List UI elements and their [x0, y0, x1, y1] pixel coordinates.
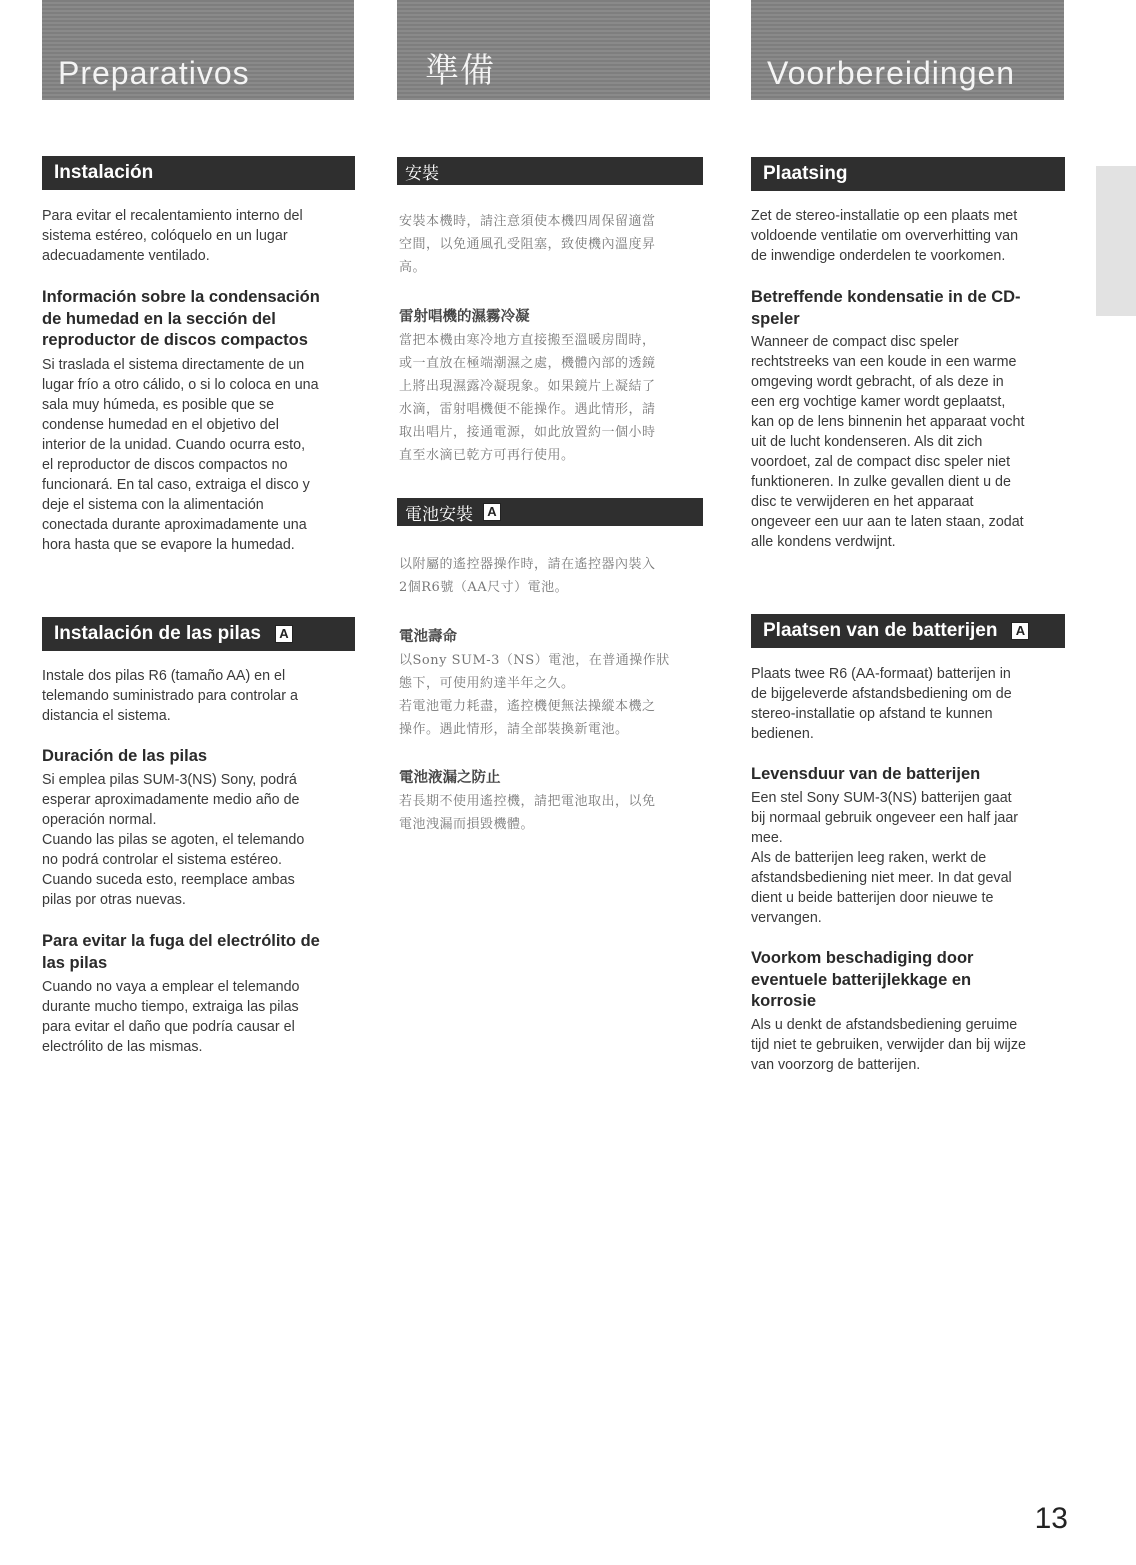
section-bar-batteries	[42, 617, 355, 651]
header-tab-spanish-label: Preparativos	[58, 55, 250, 91]
header-tab-spanish	[42, 0, 354, 100]
condensation-heading: 雷射唱機的濕霧冷凝	[399, 309, 530, 325]
page-number: 13	[1034, 1502, 1068, 1535]
battery-life-heading: 電池壽命	[399, 629, 457, 645]
figure-marker-a: A	[483, 503, 501, 521]
leak-heading: Para evitar la fuga del electrólito de las pilas	[42, 932, 320, 972]
condensation-text: Wanneer de compact disc speler rechtstreeks van een koude in een warme omgeving wordt gebracht, of als deze in een erg vochtige kamer wordt geplaatst, kan op de lens binnenin het apparaat vocht uit de lucht kondenseren. Als dit zich voordoet, zal de compact disc speler niet funktioneren. In zulke gevallen dient u de disc te verwijderen en het apparaat ongeveer een uur aan te laten staan, zodat alle kondens verdwijnt.	[751, 334, 1025, 550]
header-tab-chinese-label: 準備	[425, 51, 495, 91]
side-thumb-tab	[1096, 166, 1136, 316]
section-bar-installation	[751, 157, 1065, 191]
header-tab-chinese	[397, 0, 710, 100]
figure-marker-a: A	[275, 625, 293, 643]
leak-heading: 電池液漏之防止	[399, 770, 501, 786]
condensation-heading: Betreffende kondensatie in de CD- speler	[751, 288, 1021, 328]
figure-marker-a: A	[1011, 622, 1029, 640]
section-bar-batteries	[397, 498, 703, 526]
batteries-text: Instale dos pilas R6 (tamaño AA) en el telemando suministrado para controlar a distancia el sistema.	[42, 668, 298, 724]
section-title: Plaatsing	[763, 163, 848, 184]
section-title: Plaatsen van de batterijen	[763, 620, 998, 641]
installation-text: 安裝本機時，請注意須使本機四周保留適當 空間，以免通風孔受阻塞，致使機內溫度昇 高。	[399, 214, 656, 275]
battery-life-heading: Duración de las pilas	[42, 747, 208, 765]
leak-heading: Voorkom beschadiging door eventuele batterijlekkage en korrosie	[751, 949, 974, 1010]
section-bar-installation	[397, 157, 703, 185]
section-title: Instalación	[54, 162, 154, 183]
header-tab-dutch-label: Voorbereidingen	[767, 55, 1016, 91]
header-tab-dutch	[751, 0, 1064, 100]
section-title: Instalación de las pilas	[54, 623, 261, 644]
condensation-text: 當把本機由寒冷地方直接搬至溫暖房間時， 或一直放在極端潮濕之處，機體內部的透鏡 上將出現濕露冷凝現象。如果鏡片上凝結了 水滴，雷射唱機便不能操作。遇此情形，請 取出唱片，接通電源，如此放置約一個小時 直至水滴已乾方可再行使用。	[399, 333, 656, 463]
condensation-heading: Información sobre la condensación de humedad en la sección del reproductor de discos compactos	[42, 288, 320, 349]
leak-text: Cuando no vaya a emplear el telemando durante mucho tiempo, extraiga las pilas para evitar el daño que podría causar el electrólito de las mismas.	[42, 979, 300, 1055]
batteries-text: Plaats twee R6 (AA-formaat) batterijen in de bijgeleverde afstandsbediening om de stereo-installatie op afstand te kunnen bedienen.	[751, 666, 1012, 742]
leak-text: 若長期不使用遙控機，請把電池取出，以免 電池洩漏而損毀機體。	[399, 794, 656, 832]
battery-life-heading: Levensduur van de batterijen	[751, 765, 981, 783]
battery-life-text: 以Sony SUM-3（NS）電池，在普通操作狀 態下，可使用約達半年之久。 若電池電力耗盡，遙控機便無法操縱本機之 操作。遇此情形，請全部裝換新電池。	[399, 653, 670, 737]
section-title: 安裝	[405, 163, 439, 183]
section-bar-batteries	[751, 614, 1065, 648]
section-bar-installation	[42, 156, 355, 190]
battery-life-text: Een stel Sony SUM-3(NS) batterijen gaat bij normaal gebruik ongeveer een half jaar mee. Als de batterijen leeg raken, werkt de afstandsbediening niet meer. In dat geval dient u beide batterijen door nieuwe te vervangen.	[751, 790, 1019, 926]
installation-text: Zet de stereo-installatie op een plaats met voldoende ventilatie om oververhitting van de inwendige onderdelen te voorkomen.	[751, 208, 1019, 264]
leak-text: Als u denkt de afstandsbediening geruime tijd niet te gebruiken, verwijder dan bij wijze van voorzorg de batterijen.	[751, 1017, 1026, 1073]
installation-text: Para evitar el recalentamiento interno del sistema estéreo, colóquelo en un lugar adecuadamente ventilado.	[42, 208, 303, 264]
section-title: 電池安裝	[405, 504, 473, 524]
battery-life-text: Si emplea pilas SUM-3(NS) Sony, podrá esperar aproximadamente medio año de operación normal. Cuando las pilas se agoten, el telemando no podrá controlar el sistema estéreo. Cuando suceda esto, reemplace ambas pilas por otras nuevas.	[42, 772, 305, 908]
condensation-text: Si traslada el sistema directamente de un lugar frío a otro cálido, o si lo coloca en una sala muy húmeda, es posible que se condense humedad en el objetivo del interior de la unidad. Cuando ocurra esto, el reproductor de discos compactos no funcionará. En tal caso, extraiga el disco y deje el sistema con la alimentación conectada durante aproximadamente una hora hasta que se evapore la humedad.	[42, 357, 319, 553]
batteries-text: 以附屬的遙控器操作時，請在遙控器內裝入 2個R6號（AA尺寸）電池。	[399, 557, 656, 595]
